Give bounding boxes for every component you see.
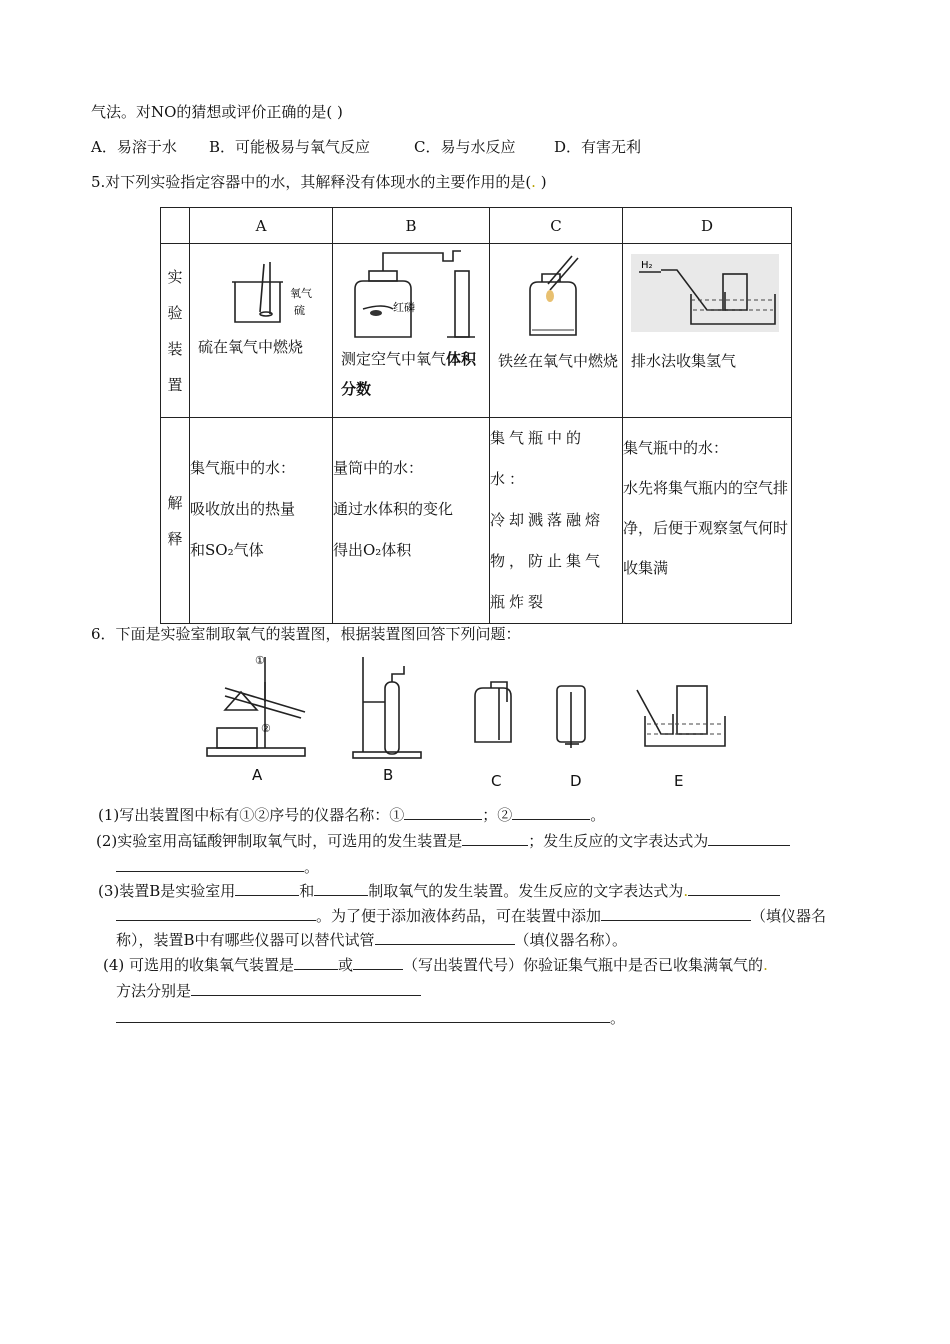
q6-part4: (4) 可选用的收集氧气装置是 或 （写出装置代号）你验证集气瓶中是否已收集满氧气的.: [103, 956, 768, 974]
q6-part4-cont2: 。: [116, 1008, 625, 1028]
q6-part1: (1)写出装置图中标有①②序号的仪器名称：① ；② 。: [98, 806, 606, 824]
answer-blank-1[interactable]: [404, 805, 482, 820]
answer-blank-6[interactable]: [235, 881, 299, 896]
apparatus-d: [623, 244, 792, 418]
fig-label-sulfur: 硫: [294, 304, 305, 317]
q4-option-b: B．可能极易与氧气反应: [209, 138, 371, 156]
q6-stem: 6．下面是实验室制取氧气的装置图，根据装置图回答下列问题：: [91, 625, 521, 643]
explain-b: 量筒中的水： 通过水体积的变化 得出O₂体积: [333, 418, 490, 624]
answer-blank-12[interactable]: [294, 955, 338, 970]
fig-label-h2: H₂: [641, 260, 653, 271]
answer-blank-13[interactable]: [353, 955, 403, 970]
answer-blank-15[interactable]: [116, 1008, 610, 1023]
oxygen-volume-figure: [333, 249, 489, 344]
answer-blank-5[interactable]: [116, 857, 304, 872]
answer-blank-4[interactable]: [708, 831, 790, 846]
answer-blank-14[interactable]: [191, 981, 421, 996]
fig-label-oxygen: 氧气: [290, 287, 312, 300]
answer-blank-10[interactable]: [601, 906, 751, 921]
sulfur-burning-figure: [190, 252, 330, 332]
q6-part4-cont: 方法分别是: [116, 981, 421, 1001]
q4-option-a: A．易溶于水: [91, 138, 177, 156]
q4-tail-line: 气法。对NO的猜想或评价正确的是( ): [91, 103, 343, 121]
hydrogen-collection-figure: [631, 254, 781, 334]
explanation-row: [161, 418, 792, 624]
q6-part2: (2)实验室用高锰酸钾制取氧气时，可选用的发生装置是 ；发生反应的文字表达式为: [96, 831, 790, 851]
caption-d: 排水法收集氢气: [631, 352, 737, 370]
table-header-row: [161, 208, 792, 244]
col-header-a: A: [190, 208, 333, 244]
fig-label-c: C: [491, 772, 502, 790]
q5-stem: 5.对下列实验指定容器中的水，其解释没有体现水的主要作用的是(. ): [91, 173, 547, 191]
table-corner: [161, 208, 190, 244]
iron-wire-figure: [490, 250, 620, 340]
svg-text:①: ①: [255, 654, 265, 667]
caption-b: 测定空气中氧气体积分数: [341, 350, 477, 398]
svg-text:②: ②: [261, 722, 271, 735]
fig-label-a: A: [252, 766, 263, 784]
explain-c: 集气瓶中的水： 冷却溅落融熔物，防止集气瓶炸裂: [490, 418, 623, 624]
q4-option-c: C．易与水反应: [414, 138, 516, 156]
explain-a: 集气瓶中的水： 吸收放出的热量 和SO₂气体: [190, 418, 333, 624]
apparatus-a: [190, 244, 333, 418]
q6-part3: (3)装置B是实验室用 和 制取氧气的发生装置。发生反应的文字表达式为.: [98, 881, 780, 901]
row-label-explanation: 解释: [161, 418, 190, 624]
answer-blank-11[interactable]: [375, 930, 515, 945]
apparatus-b: [333, 244, 490, 418]
fig-label-b: B: [383, 766, 394, 784]
col-header-b: B: [333, 208, 490, 244]
answer-blank-2[interactable]: [512, 805, 590, 820]
q6-part2-cont: 。: [116, 857, 319, 877]
q5-stem-end: ): [535, 173, 547, 191]
oxygen-apparatus-figure: [205, 652, 745, 782]
q5-stem-text: 5.对下列实验指定容器中的水，其解释没有体现水的主要作用的是(: [91, 173, 532, 191]
apparatus-row: [161, 244, 792, 418]
row-label-apparatus: 实验装置: [161, 244, 190, 418]
experiment-table: [160, 207, 792, 624]
answer-blank-9[interactable]: [116, 906, 316, 921]
q4-options: [91, 137, 641, 157]
explain-d: 集气瓶中的水： 水先将集气瓶内的空气排净，后便于观察氢气何时收集满: [623, 418, 792, 624]
caption-c: 铁丝在氧气中燃烧: [498, 352, 619, 370]
fig-label-d: D: [570, 772, 582, 790]
col-header-d: D: [623, 208, 792, 244]
answer-blank-8[interactable]: [688, 881, 780, 896]
q6-part3-cont: 。为了便于添加液体药品，可在装置中添加 （填仪器名: [116, 906, 826, 926]
fig-label-e: E: [674, 772, 684, 790]
fig-label-red-phosphorus: 红磷: [393, 301, 415, 314]
q6-part3-cont2: 称），装置B中有哪些仪器可以替代试管 （填仪器名称）。: [116, 931, 628, 949]
q4-option-d: D．有害无利: [554, 138, 642, 156]
answer-blank-3[interactable]: [462, 831, 528, 846]
caption-a: 硫在氧气中燃烧: [198, 338, 304, 356]
answer-blank-7[interactable]: [314, 881, 368, 896]
col-header-c: C: [490, 208, 623, 244]
apparatus-c: [490, 244, 623, 418]
